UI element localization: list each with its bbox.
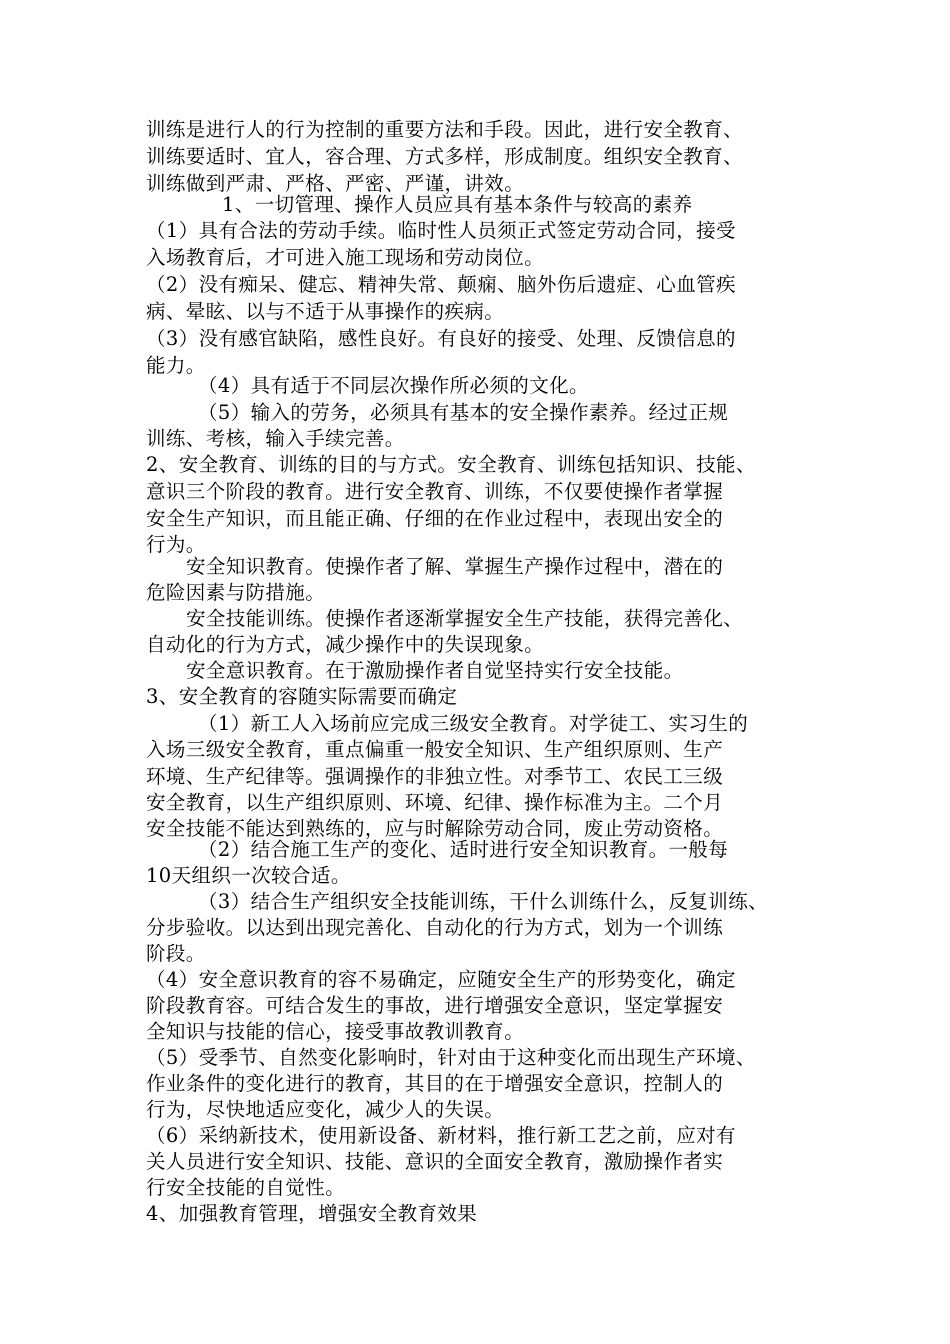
text-line: 意识三个阶段的教育。进行安全教育、训练，不仅要使操作者掌握 — [146, 480, 724, 503]
text-line: 自动化的行为方式，减少操作中的失误现象。 — [146, 633, 545, 656]
text-line: 环境、生产纪律等。强调操作的非独立性。对季节工、农民工三级 — [146, 765, 724, 788]
text-line: 安全技能不能达到熟练的，应与时解除劳动合同，废止劳动资格。 — [146, 817, 724, 840]
text-line: 关人员进行安全知识、技能、意识的全面安全教育，激励操作者实 — [146, 1150, 724, 1173]
text-line: 10天组织一次较合适。 — [146, 864, 351, 887]
text-line: （2）结合施工生产的变化、适时进行安全知识教育。一般每 — [198, 838, 729, 861]
text-line: 安全知识教育。使操作者了解、掌握生产操作过程中，潜在的 — [186, 555, 724, 578]
text-line: （4）安全意识教育的容不易确定，应随安全生产的形势变化，确定 — [146, 968, 736, 991]
text-line: （2）没有痴呆、健忘、精神失常、颠痫、脑外伤后遗症、心血管疾 — [146, 273, 736, 296]
text-line: （6）采纳新技术，使用新设备、新材料，推行新工艺之前，应对有 — [146, 1124, 736, 1147]
text-line: 入场教育后，才可进入施工现场和劳动岗位。 — [146, 246, 545, 269]
text-line: 阶段教育容。可结合发生的事故，进行增强安全意识，坚定掌握安 — [146, 994, 724, 1017]
text-line: 行为。 — [146, 533, 206, 556]
text-line: 入场三级安全教育，重点偏重一般安全知识、生产组织原则、生产 — [146, 738, 724, 761]
text-line: 分步验收。以达到出现完善化、自动化的行为方式，划为一个训练 — [146, 916, 724, 939]
text-line: 训练是进行人的行为控制的重要方法和手段。因此，进行安全教育、 — [146, 118, 744, 141]
text-line: 训练、考核，输入手续完善。 — [146, 427, 405, 450]
text-line: （3）没有感官缺陷，感性良好。有良好的接受、处理、反馈信息的 — [146, 327, 736, 350]
text-line: 能力。 — [146, 354, 206, 377]
text-line: 训练要适时、宜人，容合理、方式多样，形成制度。组织安全教育、 — [146, 145, 744, 168]
section-heading: 4、加强教育管理，增强安全教育效果 — [146, 1202, 478, 1225]
text-line: 阶段。 — [146, 942, 206, 965]
text-line: 行为，尽快地适应变化，减少人的失误。 — [146, 1098, 505, 1121]
text-line: 病、晕眩、以与不适于从事操作的疾病。 — [146, 300, 505, 323]
section-heading: 2、安全教育、训练的目的与方式。安全教育、训练包括知识、技能、 — [146, 453, 756, 476]
text-line: 安全生产知识，而且能正确、仔细的在作业过程中，表现出安全的 — [146, 507, 724, 530]
text-line: （4）具有适于不同层次操作所必须的文化。 — [198, 374, 589, 397]
text-line: 行安全技能的自觉性。 — [146, 1176, 346, 1199]
text-line: 安全技能训练。使操作者逐渐掌握安全生产技能，获得完善化、 — [186, 607, 744, 630]
text-line: （5）受季节、自然变化影响时，针对由于这种变化而出现生产环境、 — [146, 1046, 756, 1069]
section-heading: 3、安全教育的容随实际需要而确定 — [146, 685, 458, 708]
text-line: 安全教育，以生产组织原则、环境、纪律、操作标准为主。二个月 — [146, 791, 724, 814]
text-line: 作业条件的变化进行的教育，其目的在于增强安全意识，控制人的 — [146, 1072, 724, 1095]
text-line: 安全意识教育。在于激励操作者自觉坚持实行安全技能。 — [186, 659, 684, 682]
text-line: （1）具有合法的劳动手续。临时性人员须正式签定劳动合同，接受 — [146, 219, 736, 242]
text-line: （5）输入的劳务，必须具有基本的安全操作素养。经过正规 — [198, 401, 729, 424]
section-heading: 1、一切管理、操作人员应具有基本条件与较高的素养 — [222, 193, 693, 216]
text-line: 全知识与技能的信心，接受事故教训教育。 — [146, 1020, 525, 1043]
text-line: （3）结合生产组织安全技能训练，干什么训练什么，反复训练、 — [198, 890, 769, 913]
text-line: 危险因素与防措施。 — [146, 581, 326, 604]
text-line: 训练做到严肃、严格、严密、严谨，讲效。 — [146, 172, 525, 195]
text-line: （1）新工人入场前应完成三级安全教育。对学徒工、实习生的 — [198, 712, 749, 735]
